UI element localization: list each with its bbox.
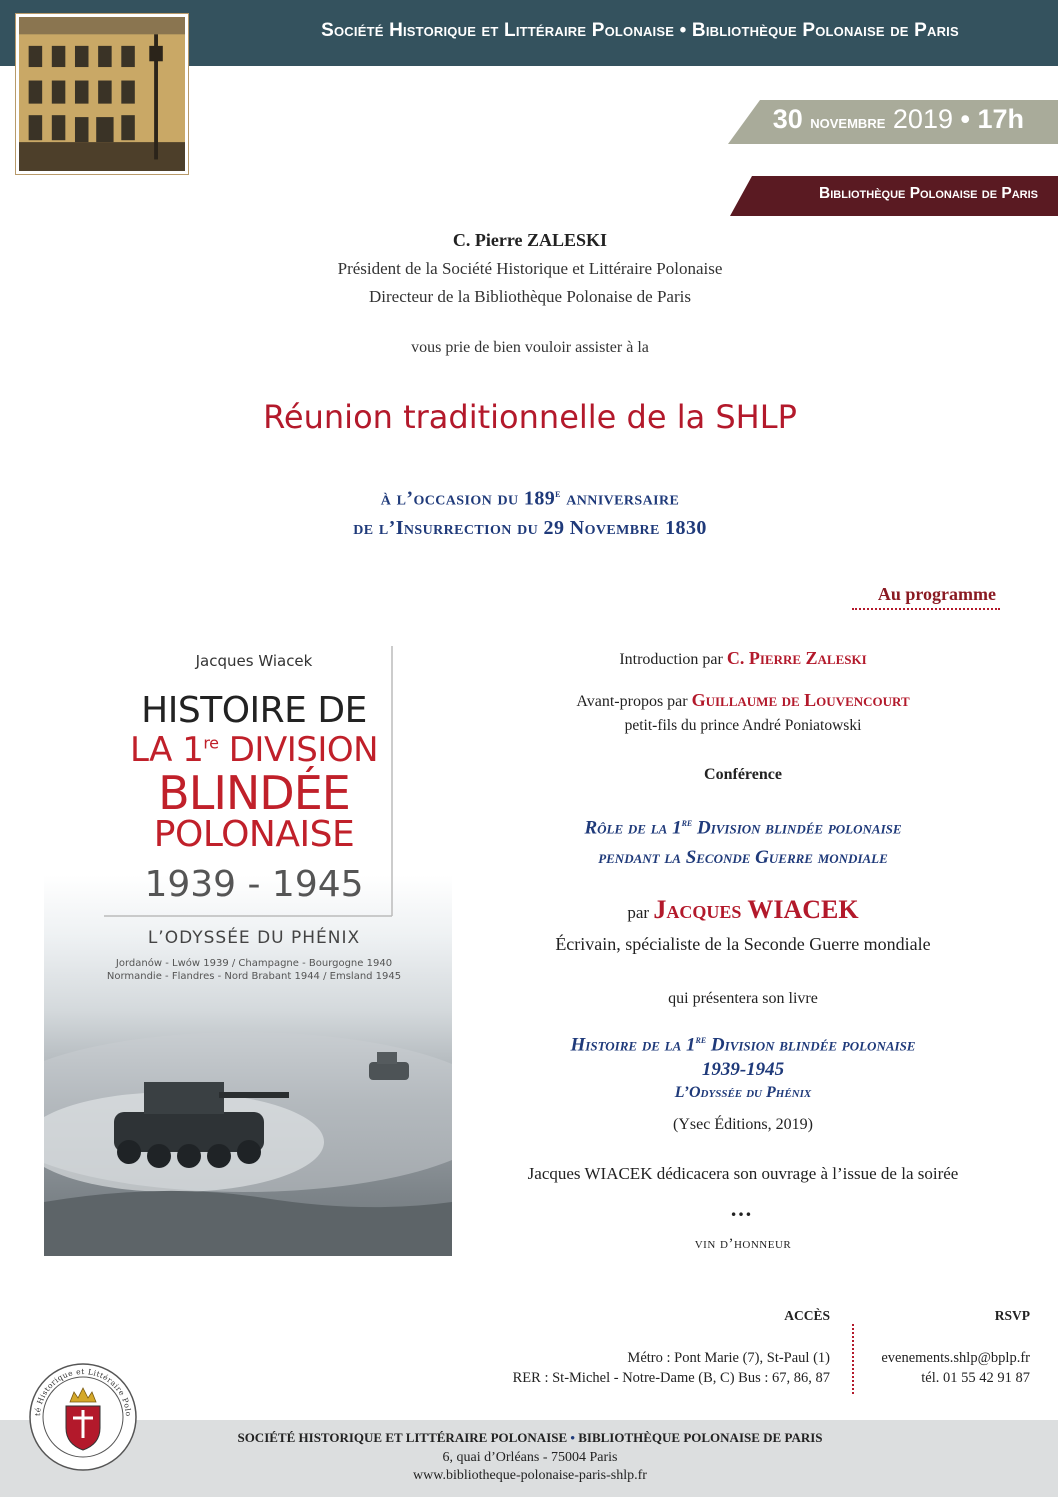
occasion-text: à l’occasion du 189e anniversaire de l’Insurrection du 29 Novembre 1830 [353,487,707,539]
book-author: Jacques Wiacek [195,652,313,670]
presentation-text: qui présentera son livre [668,990,818,1007]
conference-title: Rôle de la 1re Division blindée polonaise pendant la Seconde Guerre mondiale [584,817,902,869]
book-campaigns-2: Normandie - Flandres - Nord Brabant 1944 / Emsland 1945 [106,971,402,982]
book-title-line-4: POLONAISE [153,814,355,855]
society-seal-icon [28,1362,138,1472]
book-cover [44,642,452,1256]
programme-intro: Introduction par C. Pierre Zaleski [619,648,867,668]
building-photo [16,14,188,174]
venue-label: Bibliothèque Polonaise de Paris [819,185,1038,202]
book-title-line-1: HISTOIRE DE [141,690,367,731]
footer-organisations: SOCIÉTÉ HISTORIQUE ET LITTÉRAIRE POLONAISE • BIBLIOTHÈQUE POLONAISE DE PARIS [237,1430,823,1445]
access-rer-bus: RER : St-Michel - Notre-Dame (B, C) Bus : 67, 86, 87 [512,1370,830,1386]
book-subtitle: L’ODYSSÉE DU PHÉNIX [147,928,361,948]
conference-label: Conférence [704,766,782,783]
svg-text:Société Historique et Littérai: té Historique et Littéraire Polo [32,1367,134,1417]
footer-website[interactable]: www.bibliotheque-polonaise-paris-shlp.fr [413,1468,647,1483]
host-name: C. Pierre ZALESKI [452,230,608,250]
header-title: Société Historique et Littéraire Polonaise • Bibliothèque Polonaise de Paris [321,20,959,41]
contact-divider [852,1324,854,1394]
access-metro: Métro : Pont Marie (7), St-Paul (1) [627,1350,830,1366]
speaker-role: Écrivain, spécialiste de la Seconde Guerre mondiale [555,934,931,954]
book-title-line-2: LA 1re DIVISION [129,730,379,770]
host-role-2: Directeur de la Bibliothèque Polonaise de Paris [369,287,691,306]
book-years: 1939 - 1945 [144,864,364,905]
speaker: par Jacques WIACEK [627,895,859,924]
ellipsis: … [730,1196,756,1221]
signing-note: Jacques WIACEK dédicacera son ouvrage à l’issue de la soirée [527,1164,959,1183]
book-campaigns-1: Jordanów - Lwów 1939 / Champagne - Bourgogne 1940 [115,958,393,969]
invitation-text: vous prie de bien vouloir assister à la [411,339,649,356]
presented-book-subtitle: L’Odyssée du Phénix [674,1084,812,1101]
rsvp-heading: RSVP [994,1308,1030,1323]
access-heading: ACCÈS [784,1308,830,1323]
event-date: 30 novembre 2019 • 17h [772,104,1024,134]
vin-d-honneur: vin d’honneur [694,1236,792,1252]
host-role-1: Président de la Société Historique et Littéraire Polonaise [337,259,723,278]
presented-book-title: Histoire de la 1re Division blindée polonaise 1939-1945 [570,1034,916,1081]
publisher: (Ysec Éditions, 2019) [673,1116,813,1133]
programme-heading: Au programme [877,584,996,604]
programme-foreword: Avant-propos par Guillaume de Louvencourt [576,690,910,710]
rsvp-email[interactable]: evenements.shlp@bplp.fr [881,1350,1030,1366]
rsvp-phone: tél. 01 55 42 91 87 [921,1370,1030,1386]
book-title-line-3: BLINDÉE [158,766,350,820]
event-title: Réunion traditionnelle de la SHLP [263,398,797,436]
footer-address: 6, quai d’Orléans - 75004 Paris [442,1450,618,1465]
foreword-author-note: petit-fils du prince André Poniatowski [624,717,862,734]
programme-divider [852,608,1000,610]
